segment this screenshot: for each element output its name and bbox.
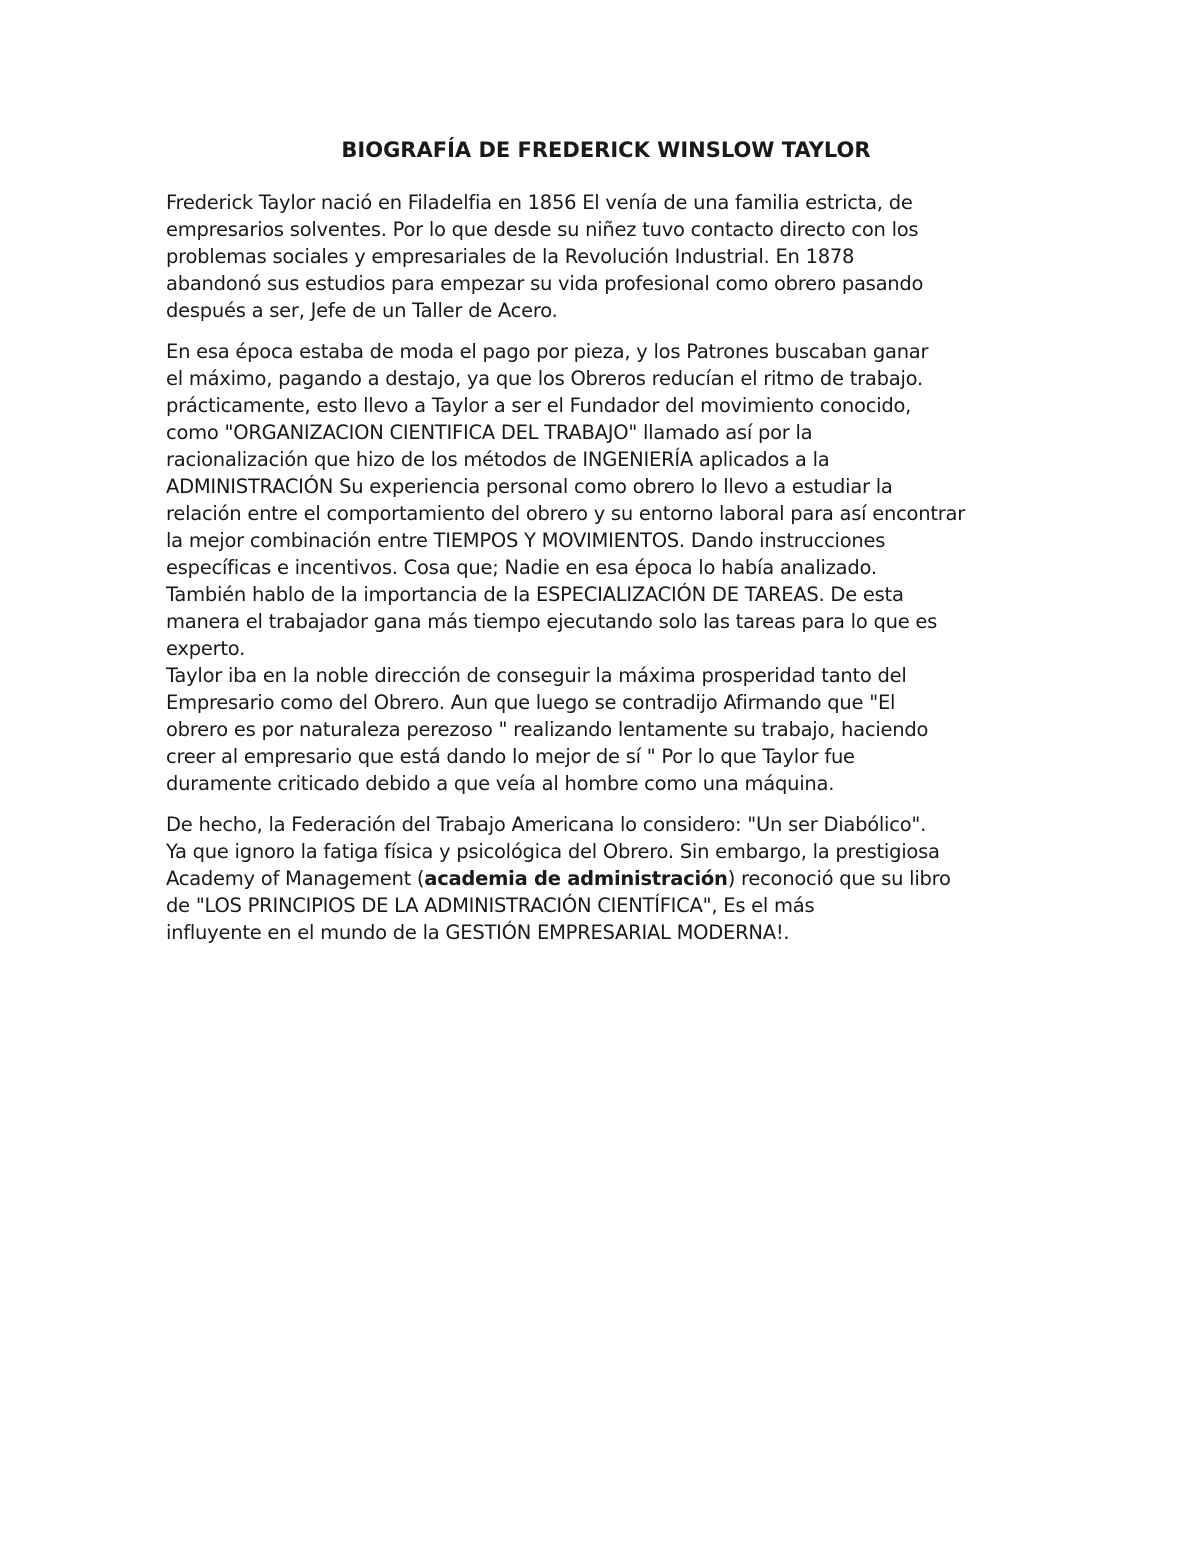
academy-translation-bold: academia de administración xyxy=(424,867,728,890)
paragraph-organization: En esa época estaba de moda el pago por pieza, y los Patrones buscaban ganar el máximo, pagando a destajo, ya que los Obreros reducían el ritmo de trabajo. prácticamente, esto llevo a Taylor a ser el Fundador del movimiento conocido, como "ORGANIZACION CIENTIFICA DEL TRABAJO" llamado así por la racionalización que hizo de los métodos de INGENIERÍA aplicados a la ADMINISTRACIÓN Su experiencia personal como obrero lo llevo a estudiar la relación entre el comportamiento del obrero y su entorno laboral para así encontrar la mejor combinación entre TIEMPOS Y MOVIMIENTOS. Dando instrucciones específicas e incentivos. Cosa que; Nadie en esa época lo había analizado. También hablo de la importancia de la ESPECIALIZACIÓN DE TAREAS. De esta manera el trabajador gana más tiempo ejecutando solo las tareas para lo que es experto. Taylor iba en la noble dirección de conseguir la máxima prosperidad tanto del Empresario como del Obrero. Aun que luego se contradijo Afirmando que "El obrero es por naturaleza perezoso " realizando lentamente su trabajo, haciendo creer al empresario que está dando lo mejor de sí " Por lo que Taylor fue duramente criticado debido a que veía al hombre como una máquina. xyxy=(166,340,965,795)
document-title: BIOGRAFÍA DE FREDERICK WINSLOW TAYLOR xyxy=(341,138,871,162)
document-page xyxy=(166,138,1046,946)
paragraph-birth: Frederick Taylor nació en Filadelfia en 1856 El venía de una familia estricta, de empresarios solventes. Por lo que desde su niñez tuvo contacto directo con los problemas sociales y empresariales de la Revolución Industrial. En 1878 abandonó sus estudios para empezar su vida profesional como obrero pasando después a ser, Jefe de un Taller de Acero. xyxy=(166,191,924,322)
paragraph-gap xyxy=(166,324,1046,338)
paragraph-legacy xyxy=(166,811,1046,946)
paragraph-legacy-text-end: ) reconoció que su libro de "LOS PRINCIPIOS DE LA ADMINISTRACIÓN CIENTÍFICA", Es el más influyente en el mundo de la GESTIÓN EMPRESARIAL MODERNA!. xyxy=(166,867,951,944)
paragraph-gap xyxy=(166,797,1046,811)
paragraph-legacy-text-start: De hecho, la Federación del Trabajo Americana lo considero: "Un ser Diabólico". Ya que ignoro la fatiga física y psicológica del Obrero. Sin embargo, la prestigiosa Academy of Management ( xyxy=(166,813,940,890)
